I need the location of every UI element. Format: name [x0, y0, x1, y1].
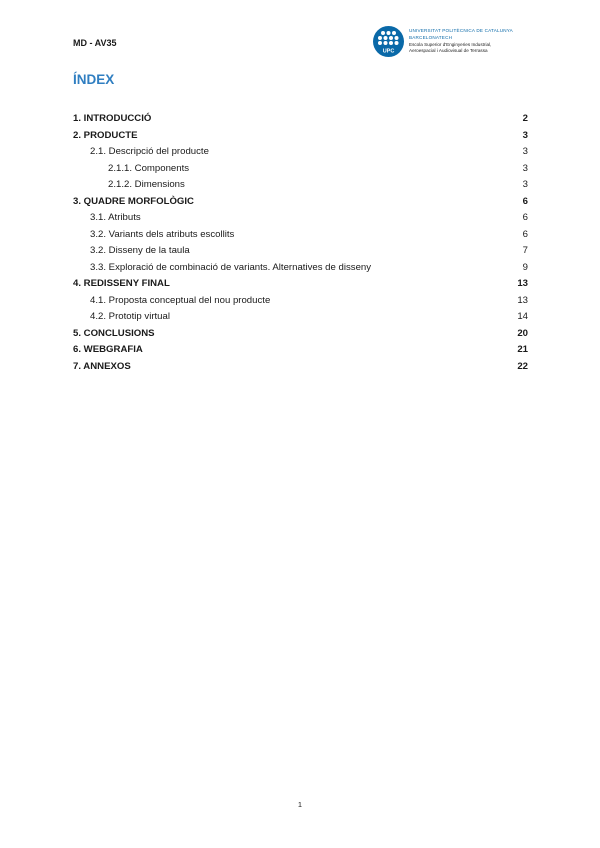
toc-entry-label: 3.2. Disseny de la taula: [90, 245, 190, 256]
page-title: ÍNDEX: [73, 72, 115, 87]
toc-entry-prototip[interactable]: [73, 309, 528, 326]
university-city: BARCELONATECH: [409, 35, 453, 41]
toc-entry-label: 5. CONCLUSIONS: [73, 327, 155, 339]
toc-entry-label: 4.1. Proposta conceptual del nou producte: [90, 294, 271, 306]
upc-logo-text: [409, 29, 513, 56]
table-of-contents: [73, 111, 528, 375]
toc-entry-label: 4. REDISSENY FINAL: [73, 278, 170, 289]
toc-entry-label: 3.2. Variants dels atributs escollits: [90, 228, 235, 240]
toc-entry-page: 3: [522, 179, 528, 190]
toc-entry-proposta[interactable]: [73, 293, 528, 310]
page-number: 1: [297, 800, 303, 809]
toc-entry-page: 6: [522, 228, 528, 240]
toc-entry-page: 2: [522, 113, 528, 124]
toc-entry-label: 3. QUADRE MORFOLÒGIC: [73, 195, 194, 207]
toc-entry-page: 13: [517, 294, 528, 306]
toc-entry-webgrafia[interactable]: [73, 342, 528, 359]
toc-entry-page: 7: [522, 245, 528, 256]
toc-entry-label: 2. PRODUCTE: [73, 129, 138, 141]
school-name-line2: Aeroespacial i Audiovisual de Terrassa: [409, 48, 488, 54]
toc-entry-atributs[interactable]: [73, 210, 528, 227]
toc-entry-descripcio[interactable]: [73, 144, 528, 161]
upc-logo-mark: [373, 26, 404, 57]
toc-entry-label: 1. INTRODUCCIÓ: [73, 113, 152, 124]
upc-mark-text: UPC: [382, 48, 395, 55]
university-name: UNIVERSITAT POLITÈCNICA DE CATALUNYA: [409, 28, 513, 33]
toc-entry-page: 21: [517, 344, 528, 355]
toc-entry-label: 3.1. Atributs: [90, 212, 141, 223]
toc-entry-conclusions[interactable]: [73, 326, 528, 343]
toc-entry-label: 2.1.2. Dimensions: [108, 179, 185, 190]
toc-entry-page: 3: [522, 146, 528, 157]
toc-entry-page: 9: [522, 261, 528, 273]
toc-entry-producte[interactable]: [73, 128, 528, 145]
toc-entry-introduccio[interactable]: [73, 111, 528, 128]
toc-entry-page: 14: [517, 311, 528, 322]
toc-entry-label: 7. ANNEXOS: [73, 360, 131, 372]
toc-entry-disseny-taula[interactable]: [73, 243, 528, 260]
toc-entry-label: 2.1. Descripció del producte: [90, 146, 209, 157]
toc-entry-label: 2.1.1. Components: [108, 162, 190, 174]
toc-entry-label: 6. WEBGRAFIA: [73, 344, 143, 355]
toc-entry-variants[interactable]: [73, 227, 528, 244]
toc-entry-page: 13: [517, 278, 528, 289]
upc-logo: [373, 26, 543, 62]
toc-entry-label: 3.3. Exploració de combinació de variants. Alternatives de disseny: [90, 261, 372, 273]
toc-entry-page: 6: [522, 195, 528, 207]
toc-entry-page: 6: [522, 212, 528, 223]
toc-entry-redisseny-final[interactable]: [73, 276, 528, 293]
toc-entry-page: 22: [517, 360, 528, 372]
toc-entry-page: 20: [517, 327, 528, 339]
toc-entry-dimensions[interactable]: [73, 177, 528, 194]
toc-entry-components[interactable]: [73, 161, 528, 178]
toc-entry-page: 3: [522, 129, 528, 141]
toc-entry-exploracio[interactable]: [73, 260, 528, 277]
upc-dots-icon: [373, 26, 404, 57]
toc-entry-annexos[interactable]: [73, 359, 528, 376]
toc-entry-label: 4.2. Prototip virtual: [90, 311, 170, 322]
toc-entry-page: 3: [522, 162, 528, 174]
school-name-line1: Escola Superior d'Enginyeries Industrial,: [409, 42, 492, 48]
toc-entry-quadre-morfologic[interactable]: [73, 194, 528, 211]
document-code: MD - AV35: [73, 38, 117, 48]
